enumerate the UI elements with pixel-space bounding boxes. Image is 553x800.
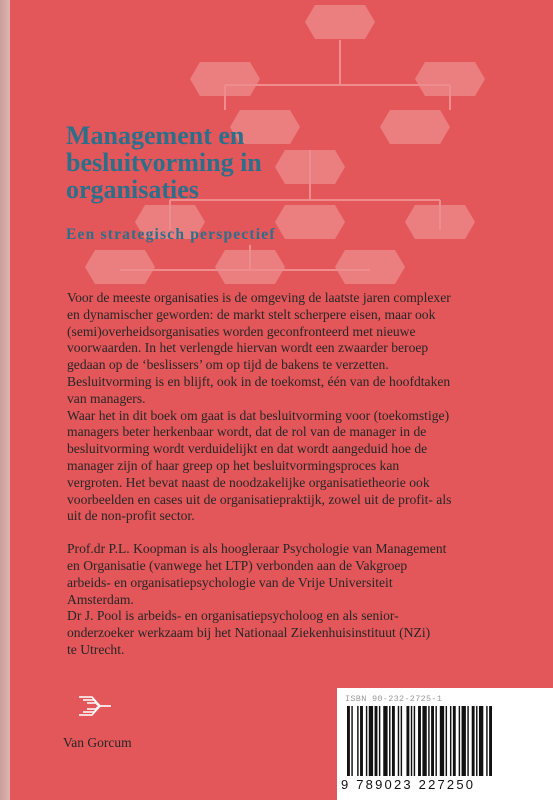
barcode-bar — [435, 706, 436, 776]
barcode-bar — [431, 706, 434, 776]
barcode-bar — [398, 706, 399, 776]
barcode-bar — [453, 706, 456, 776]
book-title: Management en besluitvorming in organisaties — [66, 121, 262, 204]
barcode-label — [337, 688, 553, 800]
barcode-bar — [428, 706, 429, 776]
barcode-bar — [383, 706, 387, 776]
barcode-bar — [422, 706, 426, 776]
isbn-number: ISBN 90-232-2725-1 — [345, 694, 443, 704]
barcode-bar — [366, 706, 367, 776]
barcode-bar — [479, 706, 483, 776]
barcode-bar — [418, 706, 421, 776]
barcode-bar — [369, 706, 373, 776]
barcode-bar — [379, 706, 380, 776]
author-bio-pool: Dr J. Pool is arbeids- en organisatiepsycholoog en als senior- onderzoeker werkzaam bij het Nationaal Ziekenhuisinstituut (NZi) te Utrecht. — [67, 608, 431, 657]
barcode-bar — [486, 706, 487, 776]
spine-edge — [0, 0, 10, 800]
barcode-bar — [476, 706, 477, 776]
publisher-name: Van Gorcum — [63, 735, 132, 750]
barcode-bar — [347, 706, 350, 776]
ean-digits: 9 789023 227250 — [341, 777, 476, 792]
back-cover-blurb — [67, 290, 537, 659]
back-cover — [10, 0, 553, 800]
barcode-bar — [472, 706, 475, 776]
book-subtitle: Een strategisch perspectief — [66, 226, 276, 243]
barcode-bar — [375, 706, 378, 776]
barcode-bar — [392, 706, 395, 776]
barcode-bar — [489, 706, 492, 776]
barcode-bar — [459, 706, 460, 776]
barcode-bar — [446, 706, 447, 776]
barcode-bar — [462, 706, 466, 776]
barcode-bar — [389, 706, 390, 776]
ean-barcode — [345, 706, 545, 776]
barcode-bar — [360, 706, 363, 776]
barcode-bar — [406, 706, 409, 776]
barcode-bar — [411, 706, 412, 776]
barcode-bar — [450, 706, 451, 776]
barcode-bar — [414, 706, 415, 776]
barcode-bar — [401, 706, 402, 776]
barcode-bar — [351, 706, 352, 776]
blurb-paragraph-context: Voor de meeste organisaties is de omgeving de laatste jaren complexer en dynamischer geworden: de markt stelt scherpere eisen, maar ook (semi)overheidsorganisaties worden geconfronteerd met nieuwe voorwaarden. In het verlengde hiervan wordt een zwaarder beroep gedaan op de ‘beslissers’ om op tijd de bakens te verzetten. Besluitvorming is en blijft, ook in de toekomst, één van de hoofdtaken van managers. — [67, 290, 451, 406]
author-bio-koopman: Prof.dr P.L. Koopman is als hoogleraar Psychologie van Management en Organisatie (vanwege het LTP) verbonden aan de Vakgroep arbeids- en organisatiepsychologie van de Vrije Universiteit Amsterdam. — [67, 541, 447, 607]
barcode-bar — [440, 706, 444, 776]
barcode-bar — [357, 706, 358, 776]
barcode-bar — [467, 706, 468, 776]
publisher-logo-icon — [78, 693, 112, 719]
blurb-paragraph-purpose: Waar het in dit boek om gaat is dat besluitvorming voor (toekomstige) managers beter herkenbaar wordt, dat de rol van de manager in de besluitvorming wordt verduidelijkt en dat wordt aangeduid hoe de manager zijn of haar greep op het besluitvormingsproces kan vergroten. Het bevat naast de noodzakelijke organisatietheorie ook voorbeelden en cases uit de organisatiepraktijk, zowel uit de profit- als uit de non-profit sector. — [67, 407, 452, 524]
